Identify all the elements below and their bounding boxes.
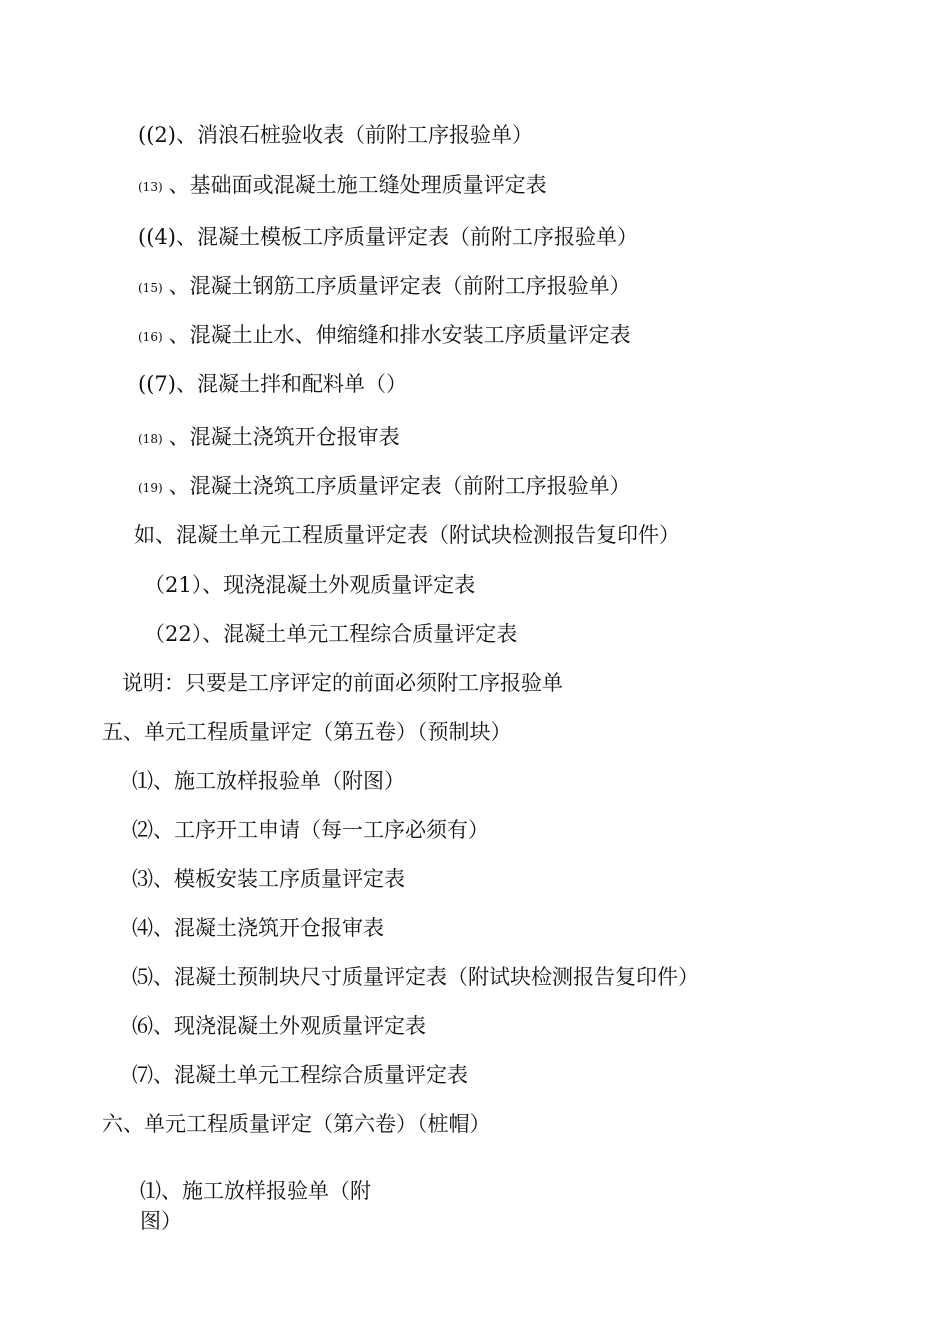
section-heading bbox=[102, 719, 512, 745]
list-item bbox=[132, 817, 489, 843]
list-item bbox=[140, 1176, 400, 1236]
list-item-text: ⑶、模板安装工序质量评定表 bbox=[132, 867, 405, 891]
list-item bbox=[138, 473, 631, 501]
list-item-text: ⑴、施工放样报验单（附图） bbox=[140, 1179, 371, 1233]
list-item bbox=[132, 866, 405, 892]
list-item bbox=[144, 572, 475, 598]
list-item-text: ⑴、施工放样报验单（附图） bbox=[132, 769, 405, 793]
list-item-text: 、混凝土钢筋工序质量评定表（前附工序报验单） bbox=[168, 274, 631, 298]
list-item-text: （21）、现浇混凝土外观质量评定表 bbox=[144, 573, 476, 597]
item-number: (19) bbox=[138, 481, 163, 495]
list-item-text: ⑺、混凝土单元工程综合质量评定表 bbox=[132, 1063, 468, 1087]
list-item bbox=[132, 768, 405, 794]
list-item bbox=[132, 1062, 468, 1088]
list-item-text: 、混凝土浇筑开仓报审表 bbox=[168, 425, 400, 449]
list-item bbox=[134, 522, 680, 548]
list-item bbox=[138, 273, 631, 301]
list-item-text: 如、混凝土单元工程质量评定表（附试块检测报告复印件） bbox=[134, 523, 680, 547]
list-item bbox=[138, 371, 407, 397]
section-heading-text: 五、单元工程质量评定（第五卷）（预制块） bbox=[102, 720, 512, 744]
item-number: (15) bbox=[138, 281, 163, 295]
note-text: 说明：只要是工序评定的前面必须附工序报验单 bbox=[122, 671, 563, 695]
item-number: (16) bbox=[138, 330, 163, 344]
item-number: (18) bbox=[138, 432, 163, 446]
section-heading-text: 六、单元工程质量评定（第六卷）（桩帽） bbox=[102, 1112, 491, 1136]
list-item-text: ((2)、消浪石桩验收表（前附工序报验单） bbox=[138, 123, 533, 147]
list-item bbox=[132, 1013, 426, 1039]
list-item-text: （22）、混凝土单元工程综合质量评定表 bbox=[144, 622, 518, 646]
section-heading bbox=[102, 1111, 491, 1137]
list-item bbox=[144, 621, 517, 647]
note-line bbox=[122, 670, 563, 696]
list-item bbox=[138, 122, 533, 148]
list-item-text: ⑷、混凝土浇筑开仓报审表 bbox=[132, 916, 384, 940]
list-item-text: ((4)、混凝土模板工序质量评定表（前附工序报验单） bbox=[138, 225, 638, 249]
list-item bbox=[138, 322, 631, 350]
list-item-text: ((7)、混凝土拌和配料单（） bbox=[138, 372, 407, 396]
list-item bbox=[138, 172, 547, 200]
list-item bbox=[138, 224, 638, 250]
list-item-text: ⑵、工序开工申请（每一工序必须有） bbox=[132, 818, 489, 842]
list-item bbox=[138, 424, 400, 452]
list-item-text: ⑸、混凝土预制块尺寸质量评定表（附试块检测报告复印件） bbox=[132, 965, 699, 989]
list-item-text: ⑹、现浇混凝土外观质量评定表 bbox=[132, 1014, 426, 1038]
list-item bbox=[132, 964, 699, 990]
list-item bbox=[132, 915, 384, 941]
list-item-text: 、混凝土浇筑工序质量评定表（前附工序报验单） bbox=[168, 474, 631, 498]
list-item-text: 、基础面或混凝土施工缝处理质量评定表 bbox=[168, 173, 547, 197]
item-number: (13) bbox=[138, 180, 163, 194]
list-item-text: 、混凝土止水、伸缩缝和排水安装工序质量评定表 bbox=[168, 323, 631, 347]
